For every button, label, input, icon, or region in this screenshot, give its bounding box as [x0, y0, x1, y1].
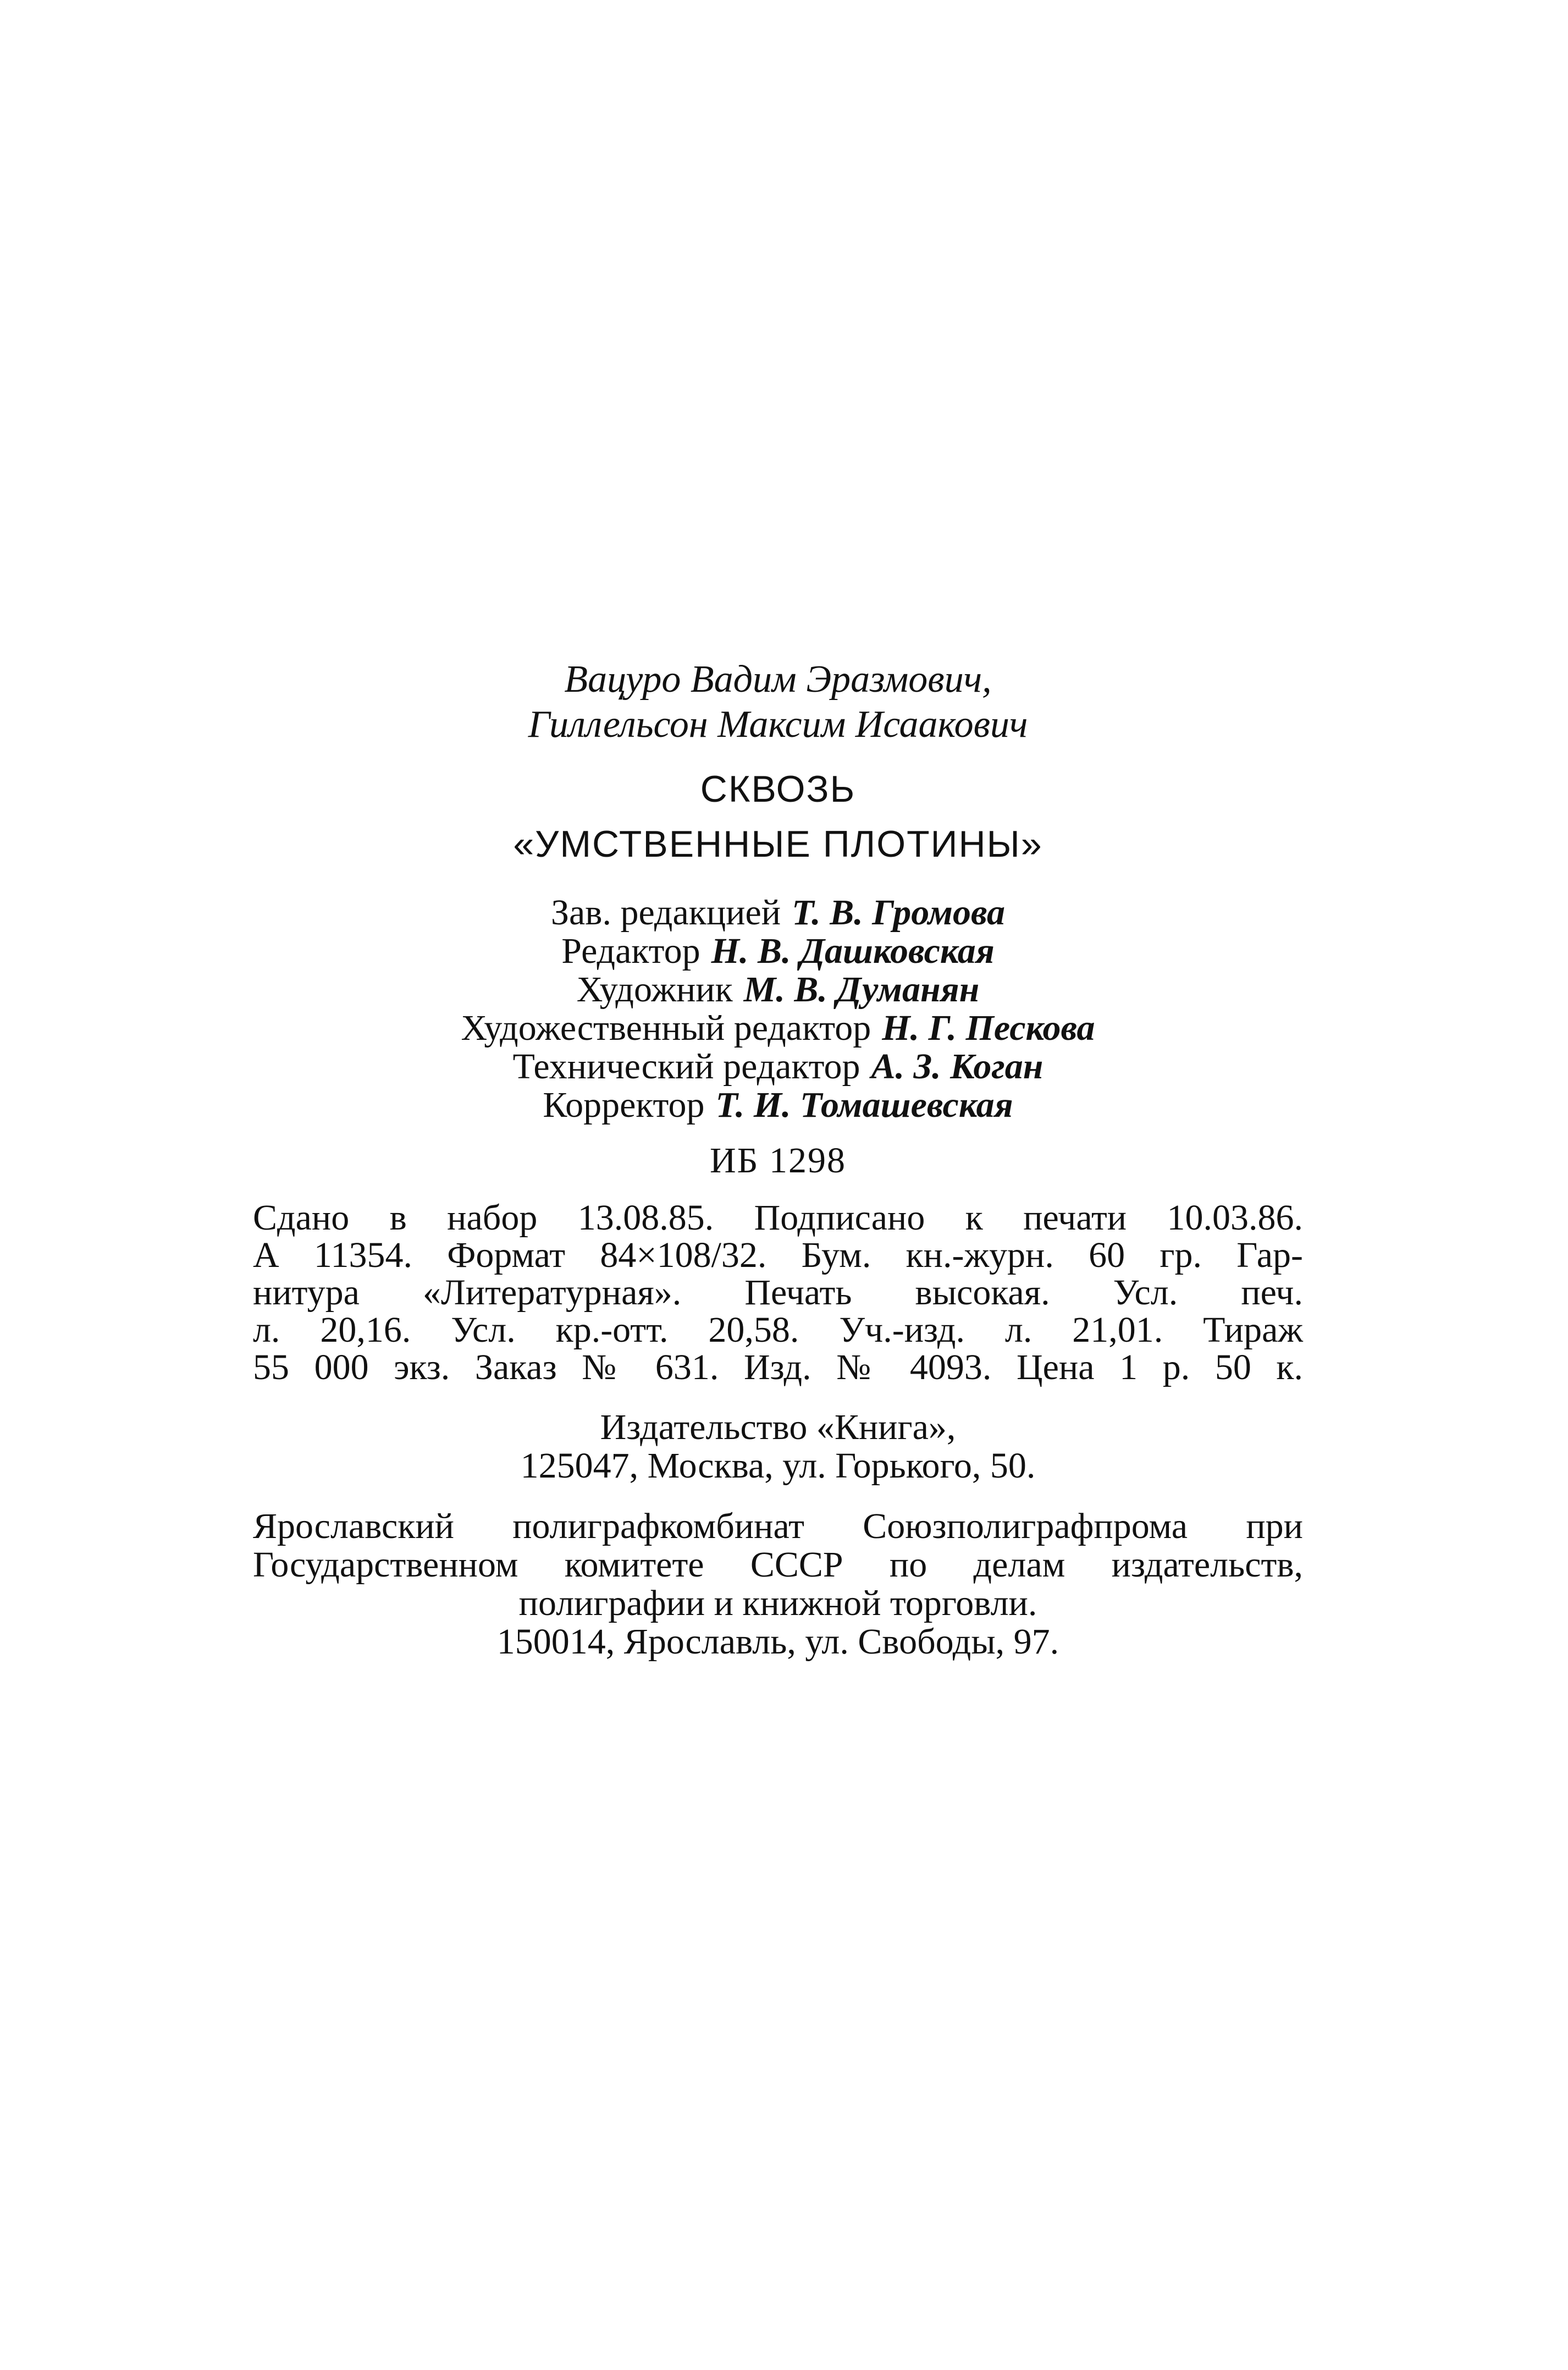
spec-line: л. 20,16. Усл. кр.-отт. 20,58. Уч.-изд. л. 21,01. Тираж: [253, 1310, 1303, 1350]
publisher: [253, 1408, 1303, 1485]
ib-number: ИБ 1298: [709, 1140, 847, 1181]
credit-line: [253, 1009, 1303, 1048]
author-line: Гиллельсон Максим Исаакович: [528, 703, 1028, 746]
credit-name: Н. Г. Пескова: [882, 1008, 1095, 1048]
credit-line: [253, 971, 1303, 1009]
credit-role: Корректор: [543, 1085, 705, 1125]
printer-line: полиграфии и книжной торговли.: [518, 1583, 1037, 1623]
credits: [253, 894, 1303, 1125]
credit-name: Т. В. Громова: [792, 892, 1006, 933]
credit-role: Зав. редакцией: [550, 892, 781, 933]
publisher-line: Издательство «Книга»,: [600, 1407, 956, 1447]
credit-role: Редактор: [561, 931, 700, 971]
spec-line: 55 000 экз. Заказ № 631. Изд. № 4093. Цена 1 р. 50 к.: [253, 1347, 1303, 1387]
spec-line: нитура «Литературная». Печать высокая. Усл. печ.: [253, 1272, 1303, 1313]
publisher-line: 125047, Москва, ул. Горького, 50.: [520, 1446, 1036, 1486]
printer-line: 150014, Ярославль, ул. Свободы, 97.: [496, 1622, 1059, 1662]
book-title: [253, 762, 1303, 872]
title-line: «УМСТВЕННЫЕ ПЛОТИНЫ»: [513, 823, 1043, 865]
spec-line: А 11354. Формат 84×108/32. Бум. кн.-журн. 60 гр. Гар-: [253, 1235, 1303, 1275]
credit-line: [253, 1048, 1303, 1086]
printer-line: Ярославский полиграфкомбинат Союзполиграфпрома при: [253, 1506, 1303, 1546]
spec-line: Сдано в набор 13.08.85. Подписано к печати 10.03.86.: [253, 1198, 1303, 1238]
credit-role: Художник: [576, 969, 733, 1010]
author-line: Вацуро Вадим Эразмович,: [564, 658, 992, 701]
credit-name: Н. В. Дашковская: [711, 931, 995, 971]
credit-name: Т. И. Томашевская: [715, 1085, 1013, 1125]
printer-line: Государственном комитете СССР по делам издательств,: [253, 1545, 1303, 1585]
credit-line: [253, 1086, 1303, 1125]
credit-role: Художественный редактор: [461, 1008, 871, 1048]
credit-line: [253, 932, 1303, 971]
credit-name: М. В. Думанян: [743, 969, 980, 1010]
title-line: СКВОЗЬ: [700, 768, 856, 810]
credit-role: Технический редактор: [512, 1046, 860, 1087]
credit-name: А. З. Коган: [871, 1046, 1044, 1087]
printer: [253, 1507, 1303, 1661]
credit-line: [253, 894, 1303, 932]
print-specs: [253, 1199, 1303, 1386]
imprint-block: [253, 657, 1303, 1661]
authors: [253, 657, 1303, 747]
